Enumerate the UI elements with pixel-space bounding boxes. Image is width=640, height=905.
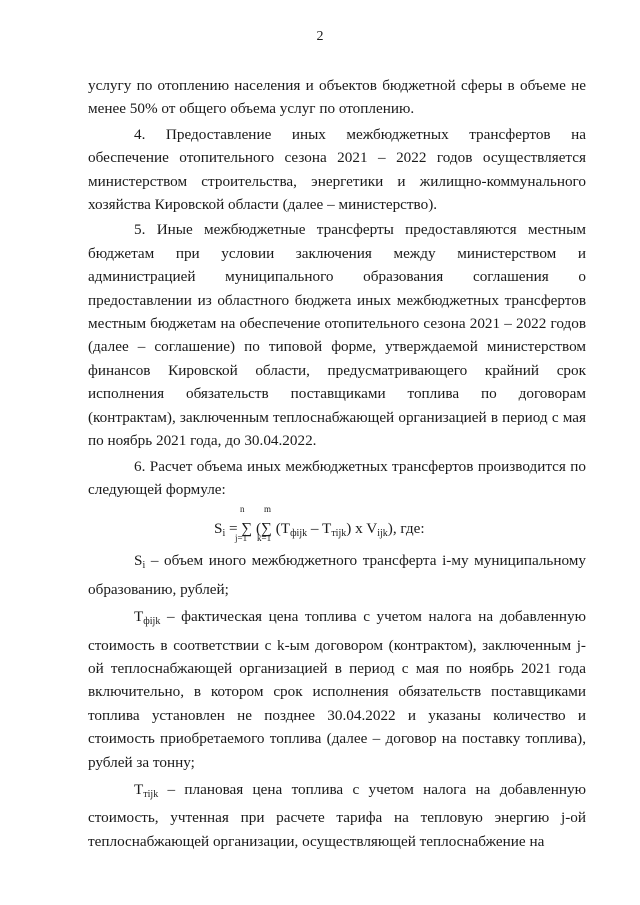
definition-tt <box>88 778 586 853</box>
definition-si <box>88 549 586 601</box>
definition-tt-symbol: T <box>134 780 144 798</box>
formula-minus: – T <box>307 520 332 538</box>
paragraph-continuation: услугу по отоплению населения и объектов бюджетной сферы в объеме не менее 50% от общего объема услуг по отоплению. <box>88 77 586 118</box>
sum1-lower-limit: j=1 <box>235 533 248 544</box>
formula-lhs-sub: i <box>222 528 226 540</box>
page-number: 2 <box>316 29 324 44</box>
formula <box>88 501 586 549</box>
definition-si-text: – объем иного межбюджетного трансферта i-му муниципальному образованию, рублей; <box>88 552 586 598</box>
sum2-lower-limit: k=1 <box>257 533 272 544</box>
definition-tt-sub: тijk <box>143 788 159 800</box>
document-body <box>88 74 586 853</box>
formula-t2-sub: тijk <box>331 528 347 540</box>
formula-t1-sub: фijk <box>290 528 308 540</box>
definition-tf <box>88 605 586 774</box>
formula-inner-close: ) x V <box>346 520 378 538</box>
paragraph-4: 4. Предоставление иных межбюджетных трансфертов на обеспечение отопительного сезона 2021 – 2022 годов осуществляется министерством строительства, энергетики и жилищно-коммунального хозяйства Кировской области (далее – министерство). <box>88 125 586 214</box>
formula-tail: ), где: <box>387 520 425 538</box>
definition-si-symbol: S <box>134 552 143 570</box>
definition-tf-symbol: T <box>134 608 144 626</box>
definition-tf-sub: фijk <box>143 616 161 628</box>
definition-si-sub: i <box>142 560 146 572</box>
paragraph-5: 5. Иные межбюджетные трансферты предоставляются местным бюджетам при условии заключения между министерством и администрацией муниципального образования соглашения о предоставлении из областного бюджета иных межбюджетных трансфертов местным бюджетам на обеспечение отопительного сезона 2021 – 2022 годов (далее – соглашение) по типовой форме, утверждаемой министерством финансов Кировской области, предусматривающего крайний срок исполнения обязательств поставщиками топлива по договорам (контрактам), заключенным теплоснабжающей организацией в период с мая по ноябрь 2021 года, до 30.04.2022. <box>88 221 586 450</box>
formula-v-sub: ijk <box>377 528 388 540</box>
definition-tt-text: – плановая цена топлива с учетом налога на добавленную стоимость, учтенная при расчете тарифа на тепловую энергию j-ой теплоснабжающей организации, осуществляющей теплоснабжение на <box>88 780 586 850</box>
formula-sum-outer: ∑ <box>241 520 253 538</box>
formula-expression <box>214 517 425 545</box>
formula-sum-inner: ∑ <box>261 520 272 538</box>
definition-tf-text: – фактическая цена топлива с учетом налога на добавленную стоимость в соответствии с k-ым договором (контрактом), заключенным j-ой теплоснабжающей организацией в период с мая по ноябрь 2021 года включительно, в котором срок исполнения обязательств поставщиками топлива установлен не позднее 30.04.2022 и указаны количество и стоимость приобретаемого топлива (далее – договор на поставку топлива), рублей за тонну; <box>88 608 586 771</box>
sum1-upper-limit: n <box>240 504 245 515</box>
formula-inner-open: (T <box>275 520 291 538</box>
sum2-upper-limit: m <box>264 504 272 515</box>
formula-paren-open: ( <box>256 520 262 538</box>
formula-lhs: S <box>214 520 223 538</box>
formula-equals: = <box>225 520 242 538</box>
paragraph-6: 6. Расчет объема иных межбюджетных трансфертов производится по следующей формуле: <box>88 457 586 498</box>
